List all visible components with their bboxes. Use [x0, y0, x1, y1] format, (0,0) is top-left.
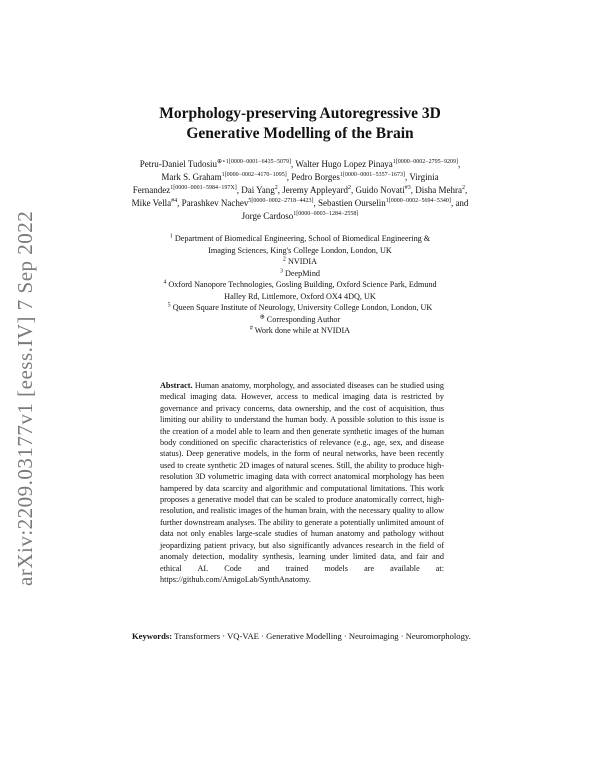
affiliation [130, 325, 470, 337]
affiliation-marker: # [249, 325, 253, 332]
affiliation [130, 279, 470, 291]
paper-header [130, 104, 470, 337]
affiliation-marker: ⊕ [259, 313, 265, 320]
author-separator: , [277, 185, 283, 195]
affiliation [130, 256, 470, 268]
author [415, 185, 467, 195]
arxiv-sidebar [8, 186, 42, 586]
author-separator: , [405, 172, 410, 182]
author-name: Guido Novati [355, 185, 405, 195]
affiliation-marker: 5 [167, 302, 171, 309]
author-list [130, 158, 470, 223]
author [295, 159, 460, 169]
author-affiliation-marker: 5[0000−0002−2718−4423] [248, 198, 314, 204]
author-name: Walter Hugo Lopez Pinaya [295, 159, 393, 169]
affiliation-marker: 4 [163, 279, 167, 286]
affiliation [130, 268, 470, 280]
abstract [160, 380, 444, 585]
affiliation [130, 291, 470, 303]
author-separator: , [177, 198, 182, 208]
author [318, 198, 468, 208]
abstract-text: Human anatomy, morphology, and associated diseases can be studied using medical imaging data. However, access to medical imaging data is restricted by governance and privacy concerns, data ownership, and the cost of acquisition, thus limiting our ability to understand the human body. A possible solution to this issue is the creation of a model able to learn and then generate synthetic images of the human body conditioned on specific characteristics of relevance (e.g., age, sex, and disease status). Deep generative models, in the form of neural networks, have been recently used to create synthetic 2D images of natural scenes. Still, the ability to produce high-resolution 3D volumetric imaging data with correct anatomical morphology has been hampered by data scarcity and algorithmic and computational limitations. This work proposes a generative model that can be scaled to produce anatomically correct, high-resolution, and realistic images of the human brain, with the necessary quality to allow further downstream analyses. The ability to generate a potentially unlimited amount of data not only enables large-scale studies of human anatomy and pathology without jeopardizing patient privacy, but also significantly advances research in the field of anomaly detection, modality synthesis, learning under limited data, and fair and ethical AI. Code and trained models are available at: https://github.com/AmigoLab/SynthAnatomy. [160, 381, 444, 584]
arxiv-identifier: arXiv:2209.03177v1 [eess.IV] 7 Sep 2022 [13, 210, 37, 586]
author-name: Jorge Cardoso [241, 211, 294, 221]
affiliation-text: NVIDIA [287, 257, 318, 266]
author-separator: , [236, 185, 242, 195]
author [140, 159, 296, 169]
title-line-2: Generative Modelling of the Brain [186, 125, 414, 142]
author-name: Parashkev Nachev [181, 198, 249, 208]
affiliation-marker: 2 [282, 256, 286, 263]
affiliation-text: Oxford Nanopore Technologies, Gosling Building, Oxford Science Park, Edmund [168, 280, 437, 289]
author-affiliation-marker: 2 [347, 185, 351, 191]
author-name: Mike Vella [131, 198, 172, 208]
author [355, 185, 415, 195]
author-separator: , [290, 159, 296, 169]
affiliation-text: Queen Square Institute of Neurology, University College London, London, UK [172, 303, 433, 312]
author-name: Mark S. Graham [161, 172, 222, 182]
affiliation [130, 314, 470, 326]
author-affiliation-marker: #3 [404, 185, 411, 191]
affiliation-list [130, 233, 470, 337]
affiliation-marker: 3 [279, 267, 283, 274]
affiliation [130, 245, 470, 257]
author-name: Jeremy Appleyard [282, 185, 348, 195]
author [132, 198, 182, 208]
author-name: Petru-Daniel Tudosiu [139, 159, 218, 169]
affiliation-text: DeepMind [285, 268, 321, 278]
paper-title [130, 104, 470, 144]
author [161, 172, 291, 182]
author-separator: , [410, 185, 416, 195]
author-affiliation-marker: 1[0000−0002−4170−1095] [221, 172, 287, 178]
affiliation-text: Imaging Sciences, King's College London, London, UK [208, 245, 392, 255]
affiliation-text: Corresponding Author [266, 314, 341, 324]
author-name: Pedro Borges [291, 172, 340, 182]
author [182, 198, 318, 208]
author-separator: , [457, 159, 461, 169]
author [242, 211, 359, 221]
affiliation [130, 233, 470, 245]
keywords-label: Keywords: [132, 631, 173, 641]
author-name: Sebastien Ourselin [318, 198, 386, 208]
keywords-text: Transformers · VQ-VAE · Generative Modelling · Neuroimaging · Neuromorphology. [174, 631, 471, 641]
title-line-1: Morphology-preserving Autoregressive 3D [159, 105, 441, 122]
affiliation-text: Work done while at NVIDIA [254, 326, 351, 335]
author-separator: , [464, 185, 468, 195]
author-name: Virginia Fernandez [132, 172, 439, 195]
affiliation [130, 302, 470, 314]
author-affiliation-marker: ⊕⋆1[0000−0001−6435−5079] [217, 159, 291, 165]
author-affiliation-marker: 1[0000−0003−1284−2558] [293, 211, 359, 217]
author-affiliation-marker: 2 [461, 185, 465, 191]
author-separator: , [313, 198, 319, 208]
author-separator: , [350, 185, 356, 195]
author-separator: , [286, 172, 292, 182]
author-affiliation-marker: #4 [171, 198, 178, 204]
affiliation-marker: 1 [169, 233, 173, 240]
author [241, 185, 282, 195]
author-affiliation-marker: 1[0000−0001−5357−1673] [339, 172, 405, 178]
affiliation-text: Department of Biomedical Engineering, School of Biomedical Engineering & [174, 234, 431, 243]
author-affiliation-marker: 2 [274, 185, 278, 191]
keywords [132, 630, 472, 642]
author [282, 185, 355, 195]
author-separator: , and [450, 198, 469, 208]
author [291, 172, 409, 182]
author-affiliation-marker: 1[0000−0002−2795−9209] [392, 159, 458, 165]
author-name: Disha Mehra [415, 185, 462, 195]
abstract-label: Abstract. [160, 381, 193, 390]
author-affiliation-marker: 1[0000−0001−5984−197X] [170, 185, 237, 191]
author-affiliation-marker: 1[0000−0002−5694−5340] [385, 198, 451, 204]
affiliation-text: Halley Rd, Littlemore, Oxford OX4 4DQ, UK [224, 291, 376, 301]
author-name: Dai Yang [241, 185, 275, 195]
